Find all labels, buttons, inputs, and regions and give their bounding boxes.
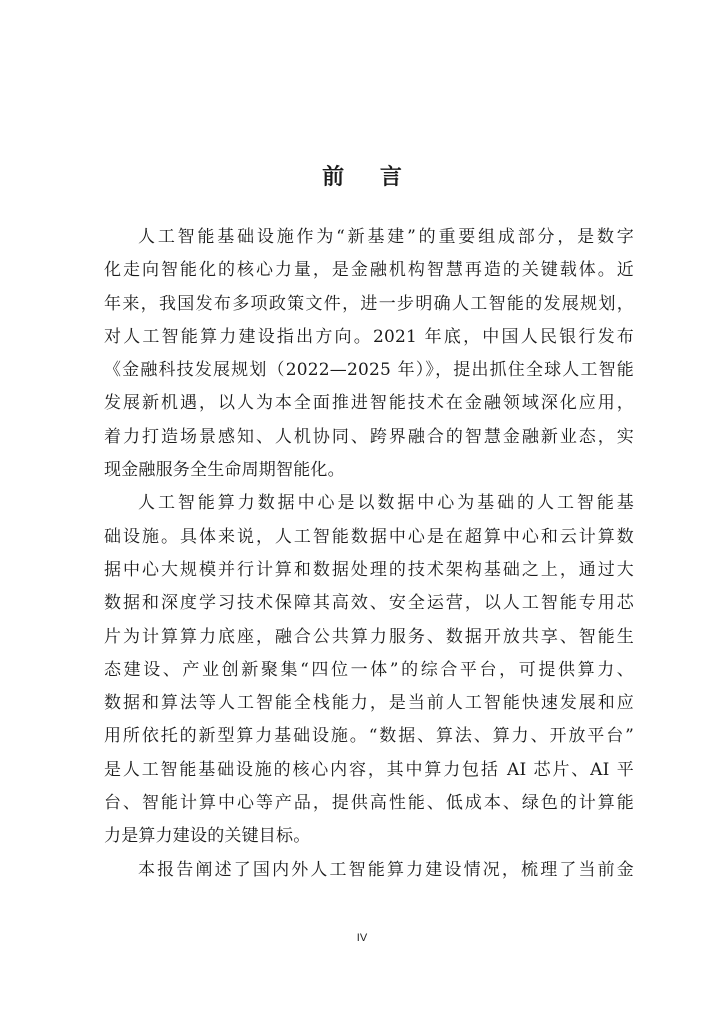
paragraph-1-line: 《金融科技发展规划（2022—2025 年）》，提出抓住全球人工智能 [104, 360, 634, 381]
paragraph-1-line: 年来，我国发布多项政策文件，进一步明确人工智能的发展规划， [104, 293, 634, 314]
page-number: IV [356, 932, 368, 944]
paragraph-1-line: 着力打造场景感知、人机协同、跨界融合的智慧金融新业态，实 [104, 426, 634, 447]
paragraph-1-line: 现金融服务全生命周期智能化。 [104, 460, 345, 481]
paragraph-2-line: 态建设、产业创新聚集“四位一体”的综合平台，可提供算力、 [104, 659, 634, 680]
paragraph-2-line: 台、智能计算中心等产品，提供高性能、低成本、绿色的计算能 [104, 793, 634, 814]
paragraph-2-line: 是人工智能基础设施的核心内容，其中算力包括 AI 芯片、AI 平 [104, 759, 634, 780]
paragraph-1-line: 化走向智能化的核心力量，是金融机构智慧再造的关键载体。近 [104, 260, 634, 281]
paragraph-2-line: 片为计算算力底座，融合公共算力服务、数据开放共享、智能生 [104, 626, 634, 647]
paragraph-2-line: 据中心大规模并行计算和数据处理的技术架构基础之上，通过大 [104, 559, 634, 580]
page-title: 前 言 [322, 164, 416, 190]
paragraph-2-line: 数据和深度学习技术保障其高效、安全运营，以人工智能专用芯 [104, 593, 634, 614]
paragraph-2-line: 人工智能算力数据中心是以数据中心为基础的人工智能基 [138, 493, 634, 514]
paragraph-2-line: 力是算力建设的关键目标。 [104, 826, 311, 847]
paragraph-2-line: 础设施。具体来说，人工智能数据中心是在超算中心和云计算数 [104, 526, 634, 547]
paragraph-1-line: 人工智能基础设施作为“新基建”的重要组成部分，是数字 [138, 227, 634, 247]
body-text [104, 221, 634, 887]
paragraph-1-line: 对人工智能算力建设指出方向。2021 年底，中国人民银行发布 [104, 326, 634, 347]
paragraph-2-line: 用所依托的新型算力基础设施。“数据、算法、算力、开放平台” [104, 726, 634, 747]
paragraph-3-line: 本报告阐述了国内外人工智能算力建设情况，梳理了当前金 [138, 859, 634, 880]
paragraph-1-line: 发展新机遇，以人为本全面推进智能技术在金融领域深化应用， [104, 393, 634, 414]
paragraph-2-line: 数据和算法等人工智能全栈能力，是当前人工智能快速发展和应 [104, 693, 634, 714]
